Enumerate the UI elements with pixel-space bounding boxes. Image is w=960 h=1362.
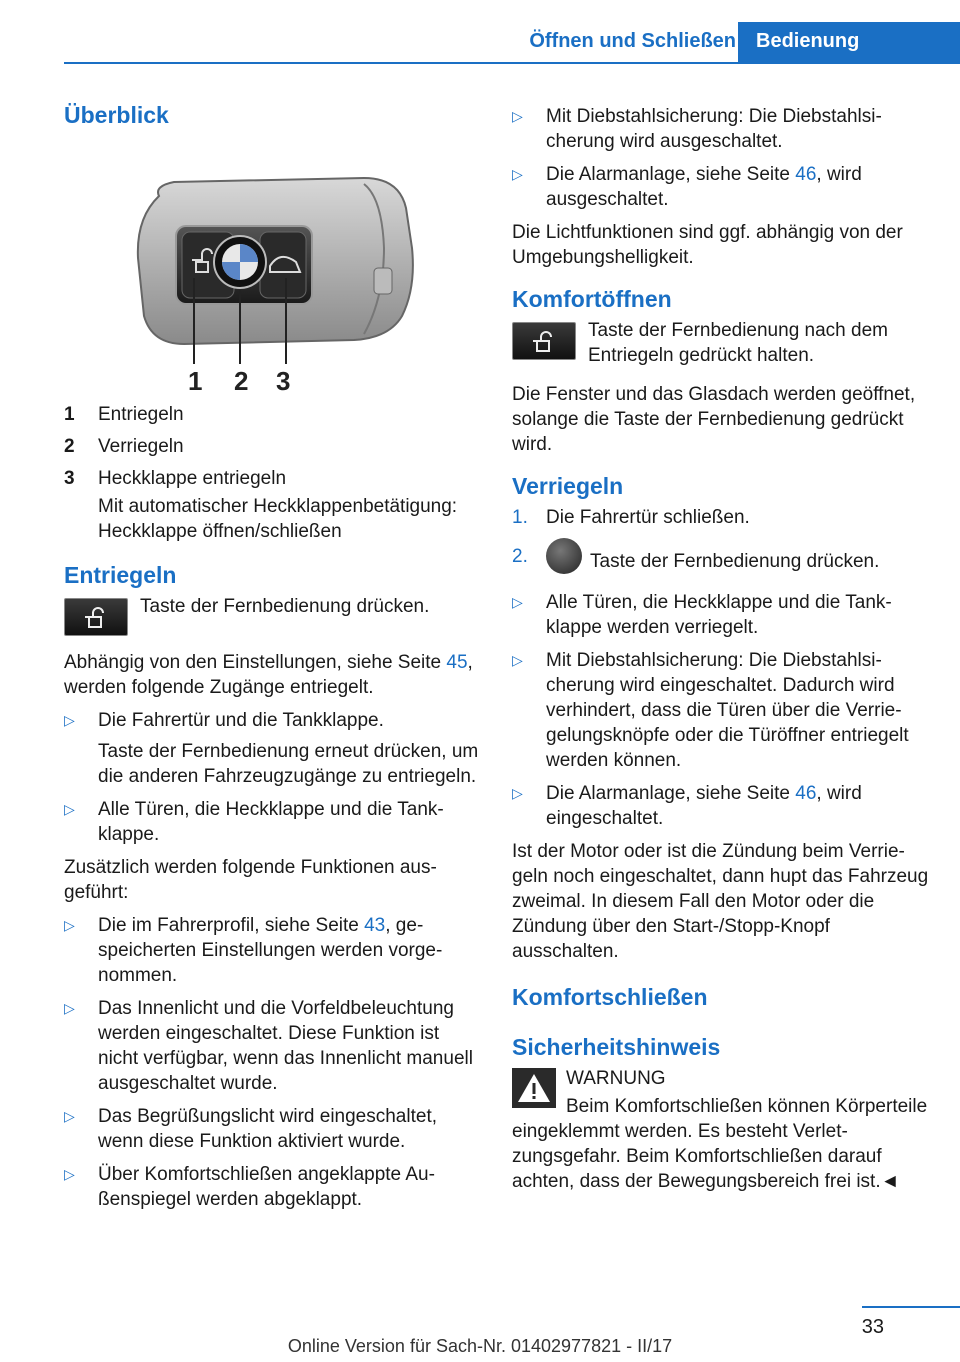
- unlock-button-line: [64, 594, 480, 636]
- functions-list: [64, 913, 480, 1212]
- comfort-open-button-text: Taste der Fernbedienung nach dem Entriegeln gedrückt halten.: [588, 320, 888, 366]
- unlock-heading: Entriegeln: [64, 562, 177, 588]
- unlock-button-text: Taste der Fernbedienung drücken.: [140, 596, 430, 617]
- extra-functions-intro: Zusätzlich werden folgende Funktionen ausgeführt:: [64, 857, 437, 903]
- callout-3: 3: [276, 366, 291, 396]
- list-item: ▷ Die Alarmanlage, siehe Seite 46, wird eingeschaltet.: [512, 781, 932, 831]
- page-link-45[interactable]: 45: [446, 652, 468, 673]
- list-item: ▷ Über Komfortschließen angeklappte Außenspiegel werden abgeklappt.: [64, 1162, 480, 1212]
- comfort-open-button-line: [512, 318, 932, 368]
- step-item: 1. Die Fahrertür schließen.: [512, 507, 750, 528]
- key-fob-illustration: [64, 138, 480, 400]
- list-item: ▷ Die Fahrertür und die Tankklappe. Taste der Fernbedienung erneut drücken, um die anderen Fahrzeugzugänge zu entriegeln.: [64, 708, 480, 789]
- warning-text: Beim Komfortschließen können Körperteile eingeklemmt werden. Es besteht Verletzungsgefahr. Beim Komfortschließen darauf achten, dass der Bewegungsbereich frei ist.◄: [512, 1096, 928, 1192]
- left-column: [64, 100, 480, 1220]
- legend-subtext: Mit automatischer Heckklappenbetätigung: Heckklappe öffnen/schließen: [98, 496, 458, 542]
- right-column: [512, 104, 932, 1202]
- list-item-sub: Taste der Fernbedienung erneut drücken, um die anderen Fahrzeugzugänge zu entriegeln.: [98, 741, 479, 787]
- functions-list-continued: [512, 104, 932, 212]
- legend-number: 3: [64, 468, 75, 489]
- list-item: ▷ Das Innenlicht und die Vorfeldbeleuchtung werden eingeschaltet. Diese Funktion ist nicht verfügbar, wenn das Innenlicht manuell ausgeschaltet wurde.: [64, 996, 480, 1096]
- lock-steps: [512, 505, 932, 580]
- list-item: ▷ Das Begrüßungslicht wird eingeschaltet, wenn diese Funktion aktiviert wurde.: [64, 1104, 480, 1154]
- warning-triangle-icon: [512, 1068, 556, 1108]
- unlock-intro: Abhängig von den Einstellungen, siehe Seite 45, werden folgende Zugänge entriegelt.: [64, 652, 473, 698]
- unlock-key-icon: [64, 598, 128, 636]
- comfort-close-heading: Komfortschließen: [512, 984, 708, 1010]
- legend-text: Heckklappe entriegeln: [98, 468, 287, 489]
- lock-results-list: [512, 590, 932, 831]
- motor-note: Ist der Motor oder ist die Zündung beim Verriegeln noch eingeschaltet, dann hupt das Fahrzeug zweimal. In diesem Fall den Motor oder die Zündung über den Start-/Stopp-Knopf ausschalten.: [512, 841, 929, 962]
- overview-heading: Überblick: [64, 102, 169, 128]
- page-link-43[interactable]: 43: [364, 915, 386, 936]
- lock-heading: Verriegeln: [512, 473, 624, 499]
- warning-label: WARNUNG: [566, 1068, 666, 1089]
- legend-text: Verriegeln: [98, 436, 184, 457]
- online-version-note: Online Version für Sach-Nr. 01402977821 - II/17: [287, 1336, 673, 1356]
- page-link-46[interactable]: 46: [795, 164, 817, 185]
- callout-2: 2: [234, 366, 249, 396]
- footer-rule: [862, 1306, 960, 1308]
- legend-row: [64, 402, 480, 427]
- legend-row: [64, 466, 480, 491]
- legend-row: [64, 434, 480, 459]
- legend-text: Entriegeln: [98, 404, 184, 425]
- figure-legend: [64, 402, 480, 544]
- key-fob-figure: [64, 138, 480, 400]
- page-link-46[interactable]: 46: [795, 783, 817, 804]
- header-section-title: Öffnen und Schließen: [529, 30, 736, 52]
- header-chapter-tab: Bedienung: [738, 22, 960, 64]
- comfort-open-text: Die Fenster und das Glasdach werden geöffnet, solange die Taste der Fernbedienung gedrückt wird.: [512, 384, 916, 455]
- unlock-key-icon: [512, 322, 576, 360]
- legend-number: 1: [64, 404, 75, 425]
- legend-number: 2: [64, 436, 75, 457]
- light-note: Die Lichtfunktionen sind ggf. abhängig von der Umgebungshelligkeit.: [512, 222, 903, 268]
- list-item: ▷ Die im Fahrerprofil, siehe Seite 43, gespeicherten Einstellungen werden vorgenommen.: [64, 913, 480, 988]
- safety-heading: Sicherheitshinweis: [512, 1034, 721, 1060]
- bmw-logo-icon: [546, 538, 582, 574]
- header-rule: [64, 62, 960, 64]
- callout-1: 1: [188, 366, 203, 396]
- step-item: 2. Taste der Fernbedienung drücken.: [512, 544, 932, 580]
- page-number: 33: [861, 1316, 884, 1338]
- list-item: ▷ Alle Türen, die Heckklappe und die Tankklappe werden verriegelt.: [512, 590, 932, 640]
- unlock-list: [64, 708, 480, 847]
- list-item: ▷ Mit Diebstahlsicherung: Die Diebstahlsicherung wird ausgeschaltet.: [512, 104, 932, 154]
- list-item: ▷ Mit Diebstahlsicherung: Die Diebstahlsicherung wird eingeschaltet. Dadurch wird verhindert, dass die Türen über die Verriegelungsknöpfe oder die Türöffner entriegelt werden können.: [512, 648, 932, 773]
- list-item: ▷ Die Alarmanlage, siehe Seite 46, wird ausgeschaltet.: [512, 162, 932, 212]
- comfort-open-heading: Komfortöffnen: [512, 286, 672, 312]
- list-item: ▷ Alle Türen, die Heckklappe und die Tankklappe.: [64, 797, 480, 847]
